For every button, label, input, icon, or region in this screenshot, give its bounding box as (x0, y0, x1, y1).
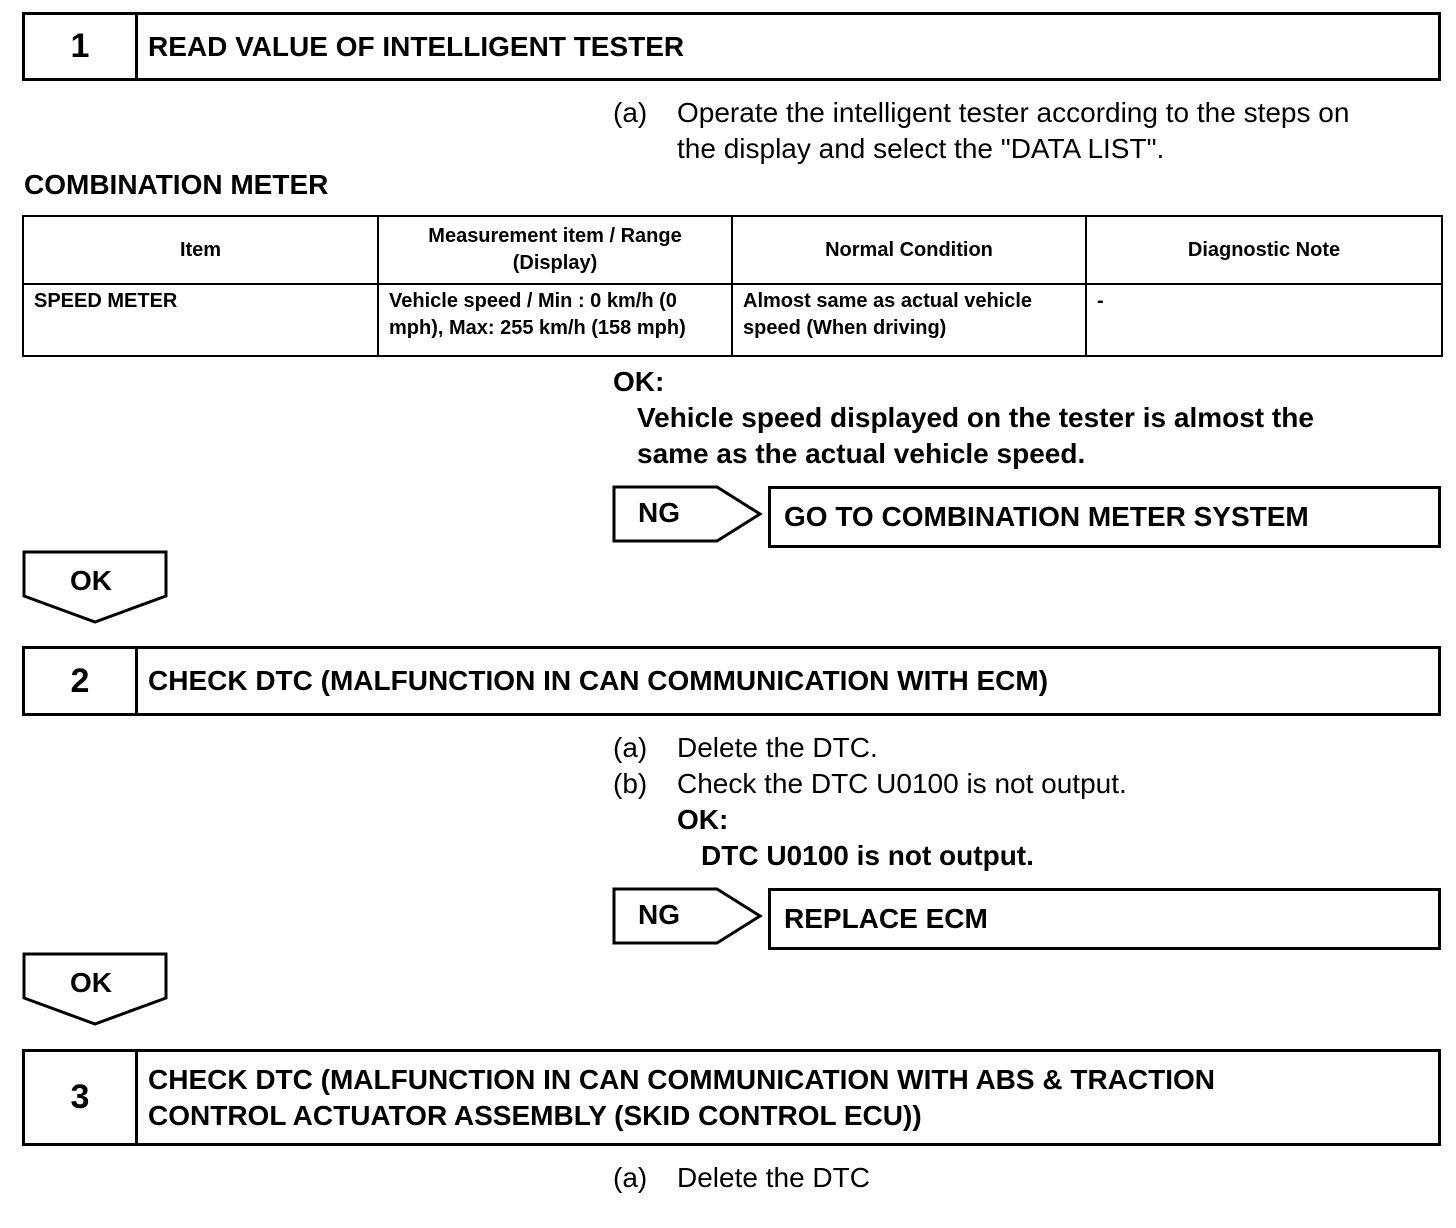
cell-line: Almost same as actual vehicle (743, 290, 1033, 312)
cell-measurement (378, 284, 732, 356)
instruction-marker: (a) (613, 732, 648, 763)
ng-arrow-icon (612, 887, 764, 945)
instruction-marker: (a) (613, 97, 648, 128)
cell-normal-condition (732, 284, 1086, 356)
step-title: CHECK DTC (MALFUNCTION IN CAN COMMUNICATION WITH ECM) (148, 665, 1049, 696)
step-1-header (22, 12, 1441, 81)
cell-diagnostic-note: - (1086, 284, 1442, 356)
ok-criteria-text: Vehicle speed displayed on the tester is almost the (637, 402, 1314, 433)
step-number: 1 (25, 15, 138, 78)
cell-line: Vehicle speed / Min : 0 km/h (0 (389, 290, 677, 312)
ng-result-box: GO TO COMBINATION METER SYSTEM (768, 486, 1441, 548)
cell-item: SPEED METER (23, 284, 378, 356)
ng-arrow-icon (612, 485, 764, 543)
ng-label: NG (638, 497, 680, 528)
table-title: COMBINATION METER (24, 169, 329, 200)
cell-line: mph), Max: 255 km/h (158 mph) (389, 317, 686, 339)
header-diagnostic-note: Diagnostic Note (1086, 216, 1442, 284)
ok-arrow-label: OK (70, 967, 112, 998)
header-normal-condition: Normal Condition (732, 216, 1086, 284)
ok-heading: OK: (613, 366, 665, 397)
header-measurement (378, 216, 732, 284)
ok-arrow-label: OK (70, 565, 112, 596)
table-header-row (23, 216, 1442, 284)
instruction-text: Check the DTC U0100 is not output. (677, 768, 1127, 799)
step-number: 2 (25, 649, 138, 713)
ok-criteria-text: DTC U0100 is not output. (701, 840, 1034, 871)
ng-label: NG (638, 899, 680, 930)
ok-criteria-text: same as the actual vehicle speed. (637, 438, 1086, 469)
step-title (148, 1062, 1428, 1134)
table-row (23, 284, 1442, 356)
step-title: READ VALUE OF INTELLIGENT TESTER (148, 31, 685, 62)
cell-line: speed (When driving) (743, 317, 947, 339)
ng-result-box: REPLACE ECM (768, 888, 1441, 950)
step-number: 3 (25, 1052, 138, 1143)
instruction-text: Operate the intelligent tester according to the steps on (677, 97, 1350, 128)
step-title-line: CONTROL ACTUATOR ASSEMBLY (SKID CONTROL ECU)) (148, 1100, 922, 1131)
instruction-marker: (b) (613, 768, 648, 799)
instruction-text: Delete the DTC. (677, 732, 878, 763)
ok-heading: OK: (677, 804, 729, 835)
instruction-marker: (a) (613, 1162, 648, 1193)
header-item: Item (23, 216, 378, 284)
header-measurement-line: (Display) (512, 252, 598, 274)
data-list-table (22, 215, 1443, 357)
instruction-text: the display and select the "DATA LIST". (677, 133, 1165, 164)
header-measurement-line: Measurement item / Range (428, 225, 682, 247)
step-3-header (22, 1049, 1441, 1146)
instruction-text: Delete the DTC (677, 1162, 870, 1193)
step-2-header (22, 646, 1441, 716)
step-title-line: CHECK DTC (MALFUNCTION IN CAN COMMUNICATION WITH ABS & TRACTION (148, 1064, 1215, 1095)
